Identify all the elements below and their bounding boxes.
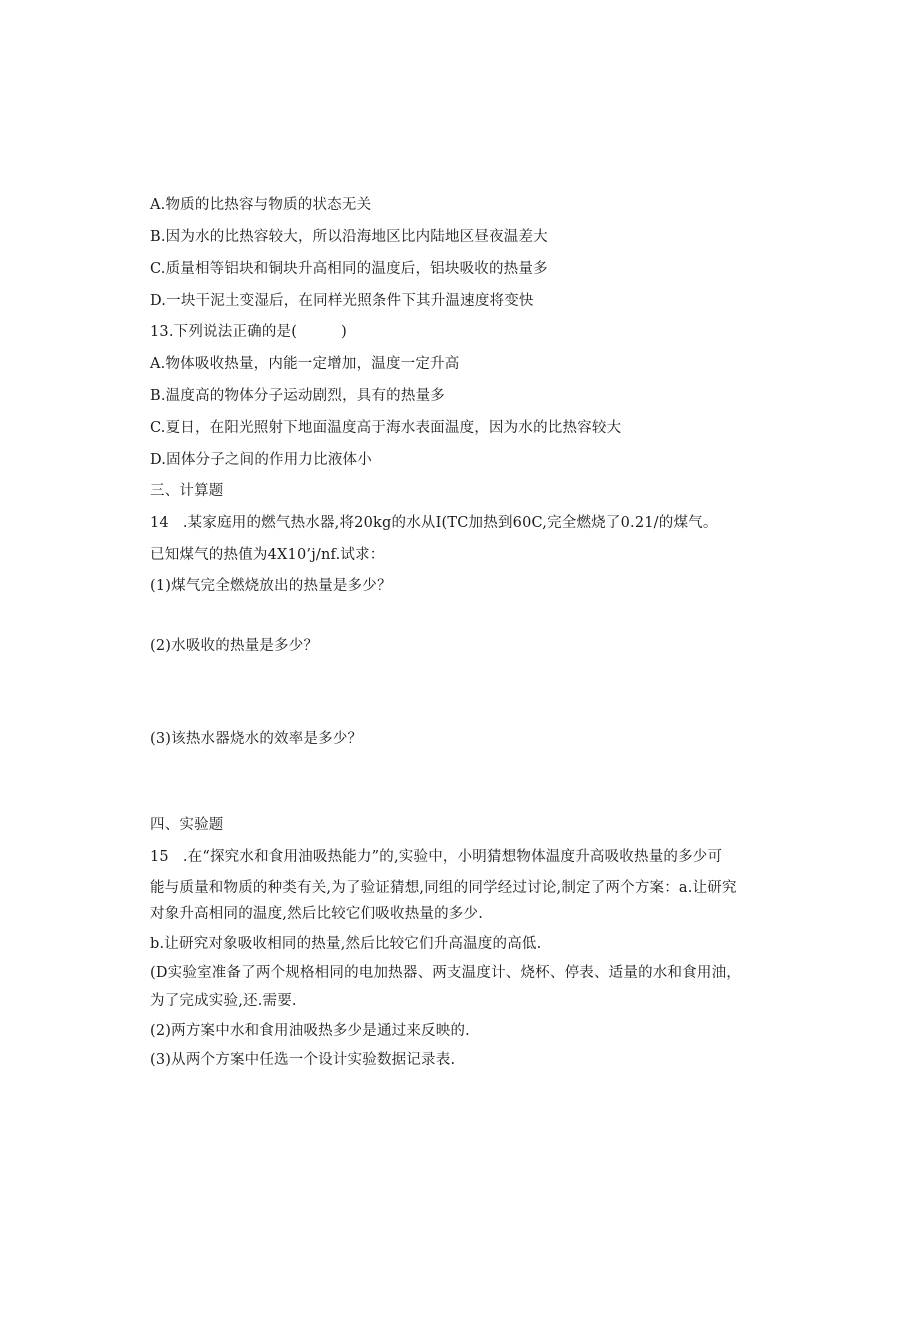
q15-line1 [150, 847, 722, 867]
q13-stem-close: ) [341, 324, 347, 340]
q15-line6: 为了完成实验,还.需要. [150, 993, 297, 1009]
q14-sub2: (2)水吸收的热量是多少？ [150, 638, 319, 654]
q15-line5: (D实验室准备了两个规格相同的电加热器、两支温度计、烧杯、停表、适量的水和食用油， [150, 965, 741, 981]
q15-text: .在“探究水和食用油吸热能力”的,实验中，小明猜想物体温度升高吸收热量的多少可 [182, 849, 723, 865]
q13-option-c: C.夏日，在阳光照射下地面温度高于海水表面温度，因为水的比热容较大 [150, 420, 622, 436]
q15-line7: (2)两方案中水和食用油吸热多少是通过来反映的. [150, 1023, 470, 1039]
q14-sub3: (3)该热水器烧水的效率是多少？ [150, 731, 363, 747]
section4-heading: 四、实验题 [150, 817, 224, 833]
q12-option-c: C.质量相等铝块和铜块升高相同的温度后，铝块吸收的热量多 [150, 261, 548, 277]
q15-line3: 对象升高相同的温度,然后比较它们吸收热量的多少. [150, 906, 484, 922]
q15-line8: (3)从两个方案中任选一个设计实验数据记录表. [150, 1052, 456, 1068]
q14-line2: 已知煤气的热值为4X10’j/nf.试求： [150, 547, 385, 563]
q12-option-a: A.物质的比热容与物质的状态无关 [150, 197, 372, 213]
q14-number: 14 [150, 515, 169, 531]
q15-number: 15 [150, 849, 169, 865]
q12-option-b: B.因为水的比热容较大，所以沿海地区比内陆地区昼夜温差大 [150, 229, 548, 245]
section3-heading: 三、计算题 [150, 483, 224, 499]
q13-option-d: D.固体分子之间的作用力比液体小 [150, 452, 372, 468]
q14-line1 [150, 513, 718, 533]
q12-option-d: D.一块干泥土变湿后，在同样光照条件下其升温速度将变快 [150, 293, 534, 309]
q15-line4: b.让研究对象吸收相同的热量,然后比较它们升高温度的高低. [150, 936, 542, 952]
q14-text: .某家庭用的燃气热水器,将20kg的水从I(TC加热到60C,完全燃烧了0.21/的煤气。 [182, 515, 718, 531]
q13-stem-text: 13.下列说法正确的是( [150, 324, 298, 340]
q13-option-b: B.温度高的物体分子运动剧烈，具有的热量多 [150, 388, 445, 404]
q15-line2: 能与质量和物质的种类有关,为了验证猜想,同组的同学经过讨论,制定了两个方案：a.让研究 [150, 880, 737, 896]
q14-sub1: (1)煤气完全燃烧放出的热量是多少？ [150, 578, 392, 594]
q13-option-a: A.物体吸收热量，内能一定增加，温度一定升高 [150, 356, 460, 372]
q13-stem [150, 322, 347, 342]
